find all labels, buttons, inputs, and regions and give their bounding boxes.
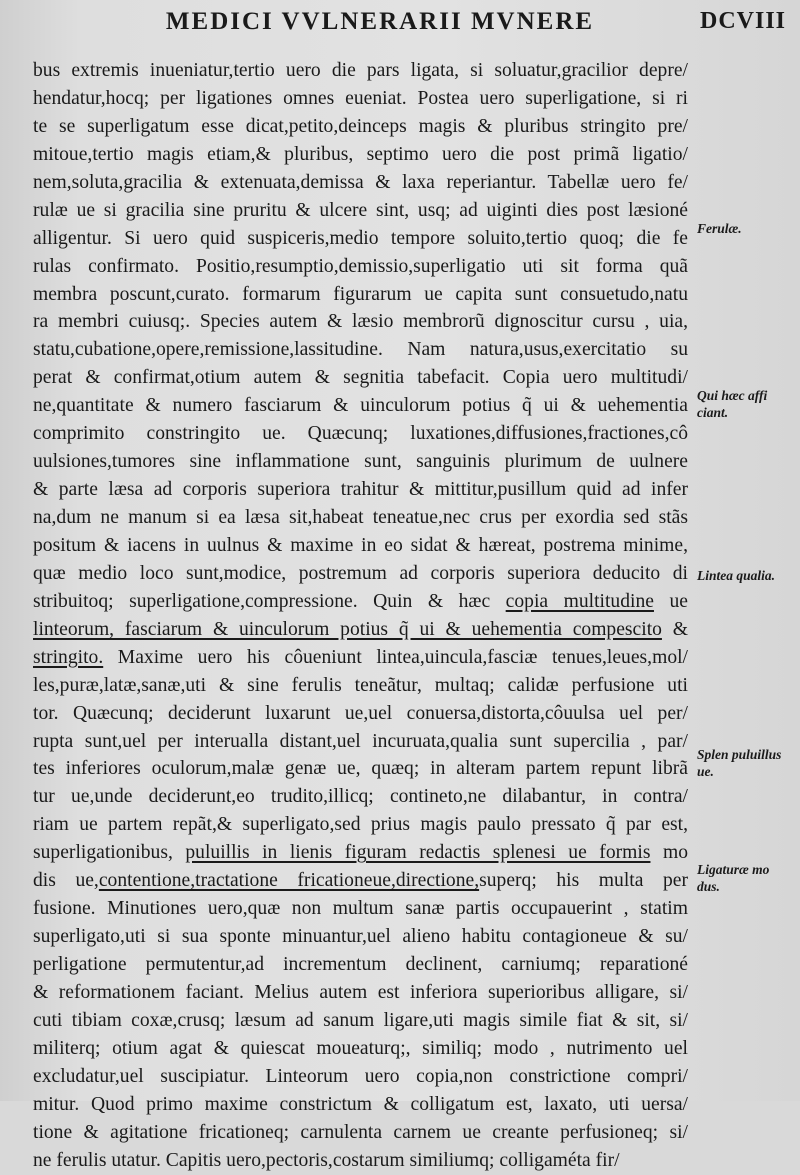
text-line: rulæ ue si gracilia sine pruritu & ulcere sint, usq; ad uiginti dies post læsioné (33, 199, 688, 221)
text-line: alligentur. Si uero quid suspiceris,medio tempore soluito,tertio quoq; die fe (33, 227, 688, 249)
folio-number: DCVIII (700, 8, 787, 34)
text-line: statu,cubatione,opere,remissione,lassitudine. Nam natura,usus,exercitatio su (33, 339, 688, 361)
text-line-underlined (33, 616, 688, 644)
text-line: & reformationem faciant. Melius autem est inferiora superioribus alligare, si/ (33, 981, 688, 1003)
text-line: rulas confirmato. Positio,resumptio,demissio,superligatio uti sit forma quã (33, 255, 688, 277)
text-line: hendatur,hocq; per ligationes omnes eueniat. Postea uero superligatione, si ri (33, 87, 688, 109)
text-line: militerq; otium agat & quiescat moueaturq;, similiq; modo , nutrimento uel (33, 1037, 688, 1059)
text-line: perligatione permutentur,ad incrementum declinent, carniumq; reparationé (33, 954, 688, 975)
text-line: perat & confirmat,otium autem & segnitia tabefacit. Copia uero multitudi/ (33, 367, 688, 389)
text-line: na,dum ne manum si ea læsa sit,habeat teneatue,nec crus per exordia sed stãs (33, 507, 688, 528)
body-text-block (33, 57, 688, 1175)
text-line: superligato,uti si sua sponte minuantur,uel alieno habitu contagioneue & su/ (33, 926, 688, 948)
margin-note-ligaturae: Ligaturæ mo dus. (697, 862, 770, 894)
text-line: excludatur,uel suscipiatur. Linteorum uero copia,non constrictione compri/ (33, 1065, 688, 1087)
text-line: rupta sunt,uel per interualla distant,uel incuruata,qualia sunt supercilia , par/ (33, 730, 688, 752)
text-segment: & (661, 618, 688, 640)
text-line: positum & iacens in uulnus & maxime in eo sidat & hæreat, postrema minime, (33, 534, 688, 556)
text-line: cuti tibiam coxæ,crusq; læsum ad sanum ligare,uti magis simile fiat & sit, si/ (33, 1009, 688, 1031)
text-line-underlined (33, 839, 688, 867)
text-line-underlined (33, 644, 688, 672)
text-line: ra membri cuiusq;. Species autem & læsio membrorũ dignoscitur cursu , uia, (33, 311, 688, 333)
text-line: ne,quantitate & numero fasciarum & uinculorum potius q̃ ui & uehementia (33, 395, 688, 417)
text-line: te se superligatum esse dicat,petito,deinceps magis & pluribus stringito pre/ (33, 115, 688, 137)
text-segment: superligationibus, (33, 842, 186, 864)
underlined-phrase: puluillis in lienis figuram redactis splenesi ue formis (185, 842, 651, 864)
text-segment: Maxime uero his côueniunt lintea,uincula,fasciæ tenues,leues,mol/ (103, 646, 688, 668)
margin-note-ferulae: Ferulæ. (697, 221, 742, 236)
underlined-phrase: linteorum, fasciarum & uinculorum potius q̃ ui & uehementia compescito (33, 618, 662, 640)
underlined-phrase: contentione,tractatione fricationeue,directione, (98, 870, 480, 892)
text-line: les,puræ,latæ,sanæ,uti & sine ferulis teneãtur, multaq; calidæ perfusione uti (33, 674, 688, 696)
text-segment: mo (650, 842, 688, 864)
text-line: tur ue,unde deciderunt,eo trudito,illicq; contineto,ne dilabantur, in contra/ (33, 786, 688, 808)
margin-note-qui-haec: Qui hæc affi ciant. (697, 388, 768, 420)
text-line: bus extremis inueniatur,tertio uero die pars ligata, si soluatur,gracilior depre/ (33, 60, 688, 81)
text-line-underlined (33, 867, 688, 895)
text-line: riam ue partem repãt,& superligato,sed prius magis paulo pressato q̃ par est, (33, 814, 688, 836)
text-line: membra poscunt,curato. formarum figurarum ue capita sunt consuetudo,natu (33, 283, 688, 305)
text-line: ne ferulis utatur. Capitis uero,pectoris,costarum similiumq; colligaméta fir/ (33, 1149, 620, 1171)
text-line: tes inferiores oculorum,malæ genæ ue, quæq; in alteram partem repunt librã (33, 758, 688, 780)
text-line: uulsiones,tumores sine inflammatione sunt, sanguinis plurimum de uulnere (33, 451, 688, 473)
margin-note-lintea: Lintea qualia. (697, 568, 776, 583)
text-segment: superq; his multa per (479, 870, 688, 892)
text-line: mitur. Quod primo maxime constrictum & colligatum est, laxato, uti uersa/ (33, 1093, 688, 1115)
text-line: fusione. Minutiones uero,quæ non multum sanæ partis occupauerint , statim (33, 898, 688, 920)
running-head: MEDICI VVLNERARII MVNERE (165, 8, 595, 35)
text-segment: stribuitoq; superligatione,compressione. Quin & hæc (33, 590, 506, 612)
text-segment: dis ue, (33, 870, 99, 892)
text-line: tor. Quæcunq; deciderunt luxarunt ue,uel conuersa,distorta,côuulsa uel per/ (33, 702, 688, 724)
margin-note-splen: Splen puluillus ue. (697, 747, 782, 779)
text-line: & parte læsa ad corporis superiora trahitur & mittitur,pusillum quid ad infer (33, 479, 688, 501)
text-line: tione & agitatione fricationeq; carnulenta carnem ue creante perfusioneq; si/ (33, 1121, 688, 1143)
text-segment: ue (653, 590, 688, 612)
text-line-underlined (33, 588, 688, 616)
underlined-phrase: stringito. (33, 646, 104, 668)
underlined-phrase: copia multitudine (505, 590, 654, 612)
text-line: nem,soluta,gracilia & extenuata,demissa & laxa reperiantur. Tabellæ uero fe/ (33, 171, 688, 193)
text-line: quæ medio loco sunt,modice, postremum ad corporis superiora deducito di (33, 562, 688, 584)
text-line: comprimito constringito ue. Quæcunq; luxationes,diffusiones,fractiones,cô (33, 423, 688, 445)
text-line: mitoue,tertio magis etiam,& pluribus, septimo uero die post primã ligatio/ (33, 143, 688, 165)
